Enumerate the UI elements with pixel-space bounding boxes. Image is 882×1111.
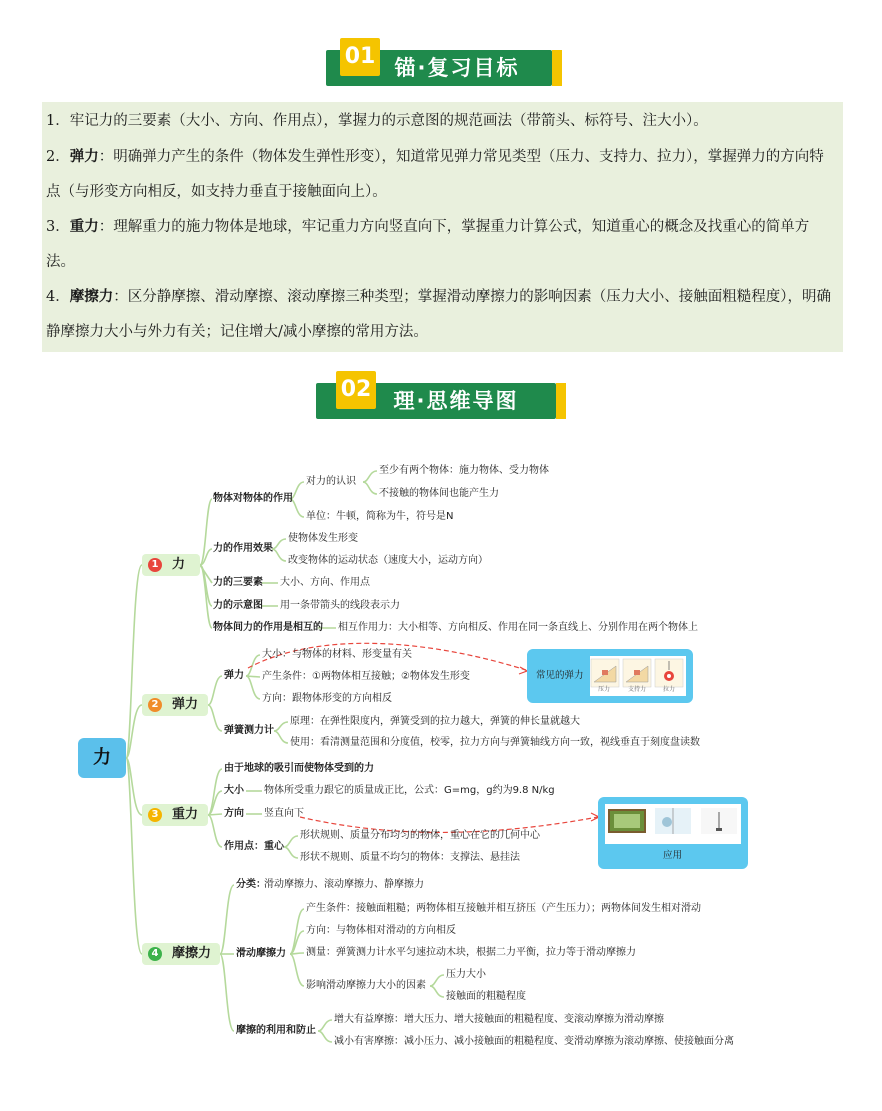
section-number: 02 [336, 371, 376, 409]
mm-node: 压力大小 [446, 969, 486, 980]
mm-node: 由于地球的吸引而使物体受到的力 [224, 763, 374, 774]
branch-number-badge: 4 [148, 947, 162, 961]
application-pictures [605, 804, 741, 844]
mm-node: 力的作用效果 [213, 543, 273, 554]
mm-node: 使物体发生形变 [288, 533, 358, 544]
mm-node: 用一条带箭头的线段表示力 [280, 600, 400, 611]
mm-node: 方向 [224, 808, 244, 819]
mm-node: 力的示意图 [213, 600, 263, 611]
mm-node: 滑动摩擦力 [236, 948, 286, 959]
branch-label: 力 [172, 557, 186, 572]
mm-node: 接触面的粗糙程度 [446, 991, 526, 1002]
mm-node: 大小 [224, 785, 244, 796]
goal-item: 2．弹力：明确弹力产生的条件（物体发生弹性形变），知道常见弹力常见类型（压力、支持力、拉力），掌握弹力的方向特点（与形变方向相反，如支持力垂直于接触面向上）。 [46, 149, 824, 200]
branch-number-badge: 2 [148, 698, 162, 712]
mm-node: 竖直向下 [264, 808, 304, 819]
mm-node: 产生条件：①两物体相互接触；②物体发生形变 [262, 671, 470, 682]
mm-node: 增大有益摩擦：增大压力、增大接触面的粗糙程度、变滚动摩擦为滑动摩擦 [334, 1014, 664, 1025]
mm-node: 物体对物体的作用 [213, 493, 293, 504]
mm-node: 物体所受重力跟它的质量成正比，公式：G=mg，g约为9.8 N/kg [264, 785, 555, 796]
mm-node: 单位：牛顿，简称为牛，符号是N [306, 511, 454, 522]
mm-node: 使用：看清测量范围和分度值，校零，拉力方向与弹簧轴线方向一致，视线垂直于刻度盘读数 [290, 737, 700, 748]
callout-applications [598, 797, 748, 869]
branch-force [142, 554, 200, 576]
section-title: 锚·复习目标 [394, 56, 520, 80]
callout-title: 应用 [663, 850, 683, 861]
mm-node: 影响滑动摩擦力大小的因素 [306, 980, 426, 991]
branch-number-badge: 1 [148, 558, 162, 572]
mm-node: 大小、方向、作用点 [280, 577, 370, 588]
picture-caption: 拉力 [663, 686, 676, 693]
mm-node: 对力的认识 [306, 476, 356, 487]
mm-node: 改变物体的运动状态（速度大小，运动方向） [288, 555, 488, 566]
mm-node: 分类： [236, 879, 266, 890]
callout-pictures [590, 656, 686, 696]
mm-node: 弹簧测力计 [224, 725, 274, 736]
mm-node: 摩擦的利用和防止 [236, 1025, 316, 1036]
mm-node: 方向：与物体相对滑动的方向相反 [306, 925, 456, 936]
goal-item: 3．重力：理解重力的施力物体是地球，牢记重力方向竖直向下，掌握重力计算公式，知道重心的概念及找重心的简单方法。 [46, 219, 810, 270]
branch-label: 弹力 [172, 697, 199, 712]
callout-pictures [605, 804, 741, 844]
branch-elastic-force [142, 694, 208, 716]
mm-node: 方向：跟物体形变的方向相反 [262, 693, 392, 704]
branch-number-badge: 3 [148, 808, 162, 822]
mm-node: 物体间力的作用是相互的 [213, 622, 323, 633]
branch-gravity [142, 804, 208, 826]
goal-item: 1．牢记力的三要素（大小、方向、作用点），掌握力的示意图的规范画法（带箭头、标符号、注大小）。 [46, 113, 708, 129]
mm-node: 至少有两个物体：施力物体、受力物体 [379, 465, 549, 476]
mindmap-root: 力 [78, 738, 126, 778]
branch-friction [142, 943, 220, 965]
section-title: 理·思维导图 [393, 389, 519, 413]
mm-node: 测量：弹簧测力计水平匀速拉动木块，根据二力平衡，拉力等于滑动摩擦力 [306, 947, 636, 958]
mm-node: 作用点：重心 [224, 841, 284, 852]
callout-common-elastic-forces [527, 649, 693, 703]
mm-node: 力的三要素 [213, 577, 263, 588]
mm-node: 减小有害摩擦：减小压力、减小接触面的粗糙程度、变滑动摩擦为滚动摩擦、使接触面分离 [334, 1036, 734, 1047]
mm-node: 大小：与物体的材料、形变量有关 [262, 649, 412, 660]
goal-item: 4．摩擦力：区分静摩擦、滑动摩擦、滚动摩擦三种类型；掌握滑动摩擦力的影响因素（压力大小、接触面粗糙程度），明确静摩擦力大小与外力有关；记住增大/减小摩擦的常用方法。 [46, 289, 831, 340]
mm-node: 不接触的物体间也能产生力 [379, 488, 499, 499]
mm-node: 相互作用力：大小相等、方向相反、作用在同一条直线上、分别作用在两个物体上 [338, 622, 698, 633]
branch-label: 重力 [172, 807, 199, 822]
picture-caption: 压力 [598, 686, 611, 693]
branch-label: 摩擦力 [172, 946, 212, 961]
callout-title: 常见的弹力 [536, 670, 584, 681]
mm-node: 弹力 [224, 670, 244, 681]
mm-node: 形状规则、质量分布均匀的物体，重心在它的几何中心 [300, 830, 540, 841]
section-number: 01 [340, 38, 380, 76]
mm-node: 原理：在弹性限度内，弹簧受到的拉力越大，弹簧的伸长量就越大 [290, 716, 580, 727]
mm-node: 滑动摩擦力、滚动摩擦力、静摩擦力 [264, 879, 424, 890]
picture-caption: 支持力 [628, 686, 647, 693]
mm-node: 形状不规则、质量不均匀的物体：支撑法、悬挂法 [300, 852, 520, 863]
mm-node: 产生条件：接触面粗糙；两物体相互接触并相互挤压（产生压力）；两物体间发生相对滑动 [306, 903, 701, 914]
